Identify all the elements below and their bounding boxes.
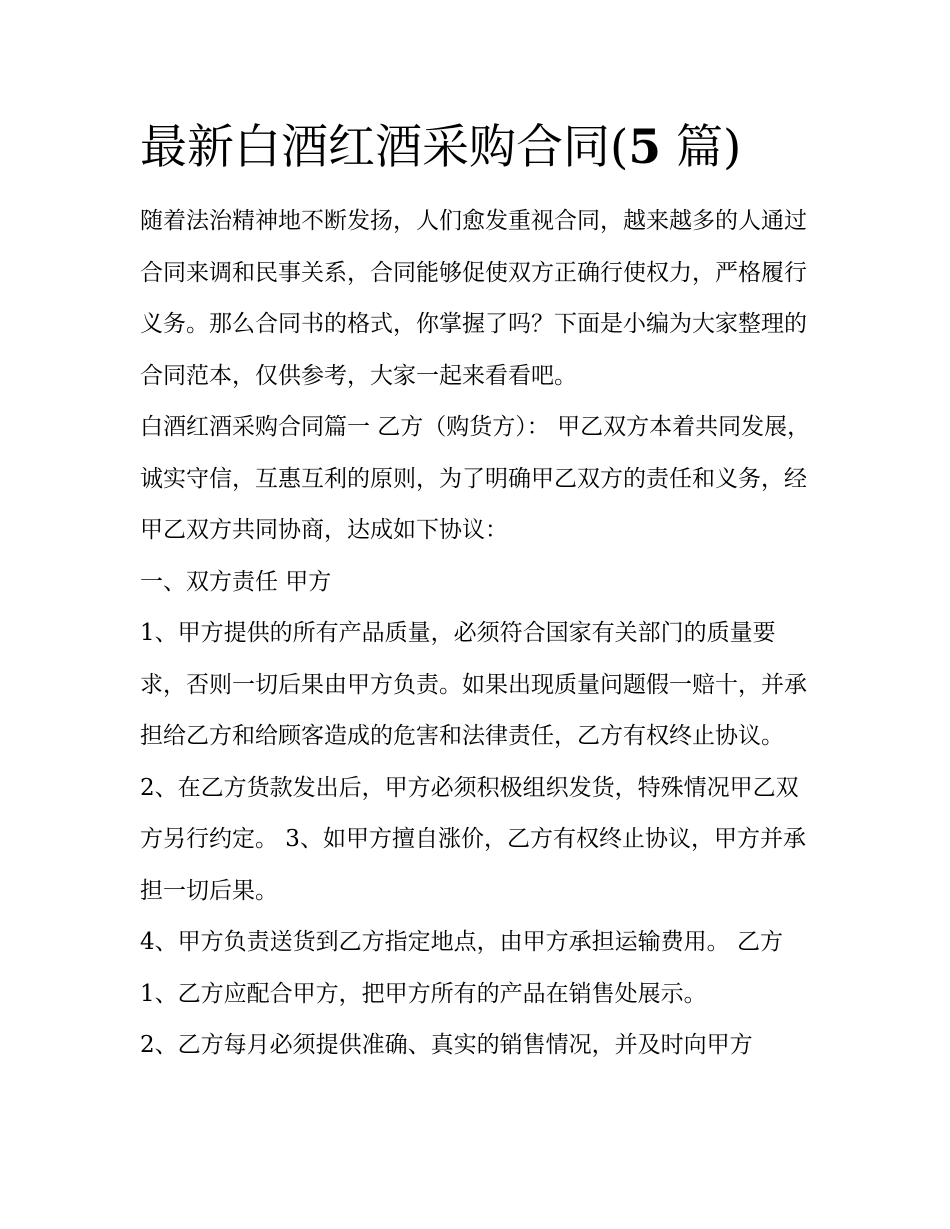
contract-opening-paragraph: 白酒红酒采购合同篇一 乙方（购货方）： 甲乙双方本着共同发展，诚实守信，互惠互利的原则，为了明确甲乙双方的责任和义务，经甲乙双方共同协商，达成如下协议：	[140, 414, 811, 543]
title-count: 5	[628, 120, 662, 175]
clause-paragraph-3: 4、甲方负责送货到乙方指定地点，由甲方承担运输费用。 乙方 1、乙方应配合甲方，把甲方所有的产品在销售处展示。	[140, 929, 783, 1007]
document-body	[140, 196, 820, 1072]
clause-paragraph-4: 2、乙方每月必须提供准确、真实的销售情况，并及时向甲方	[140, 1032, 753, 1058]
intro-paragraph: 随着法治精神地不断发扬，人们愈发重视合同，越来越多的人通过合同来调和民事关系，合同能够促使双方正确行使权力，严格履行义务。那么合同书的格式，你掌握了吗？下面是小编为大家整理的合同范本，仅供参考，大家一起来看看吧。	[140, 208, 807, 389]
page-title	[140, 116, 860, 180]
title-open-paren: (	[610, 120, 629, 175]
clause-paragraph-1: 1、甲方提供的所有产品质量，必须符合国家有关部门的质量要求，否则一切后果由甲方负责。如果出现质量问题假一赔十，并承担给乙方和给顾客造成的危害和法律责任，乙方有权终止协议。	[140, 620, 807, 749]
clause-paragraph-2: 2、在乙方货款发出后，甲方必须积极组织发货，特殊情况甲乙双方另行约定。 3、如甲方擅自涨价，乙方有权终止协议，甲方并承担一切后果。	[140, 774, 806, 904]
title-suffix: 篇)	[661, 120, 742, 175]
title-main: 最新白酒红酒采购合同	[140, 120, 610, 175]
section-heading-responsibilities: 一、双方责任 甲方	[140, 568, 332, 595]
